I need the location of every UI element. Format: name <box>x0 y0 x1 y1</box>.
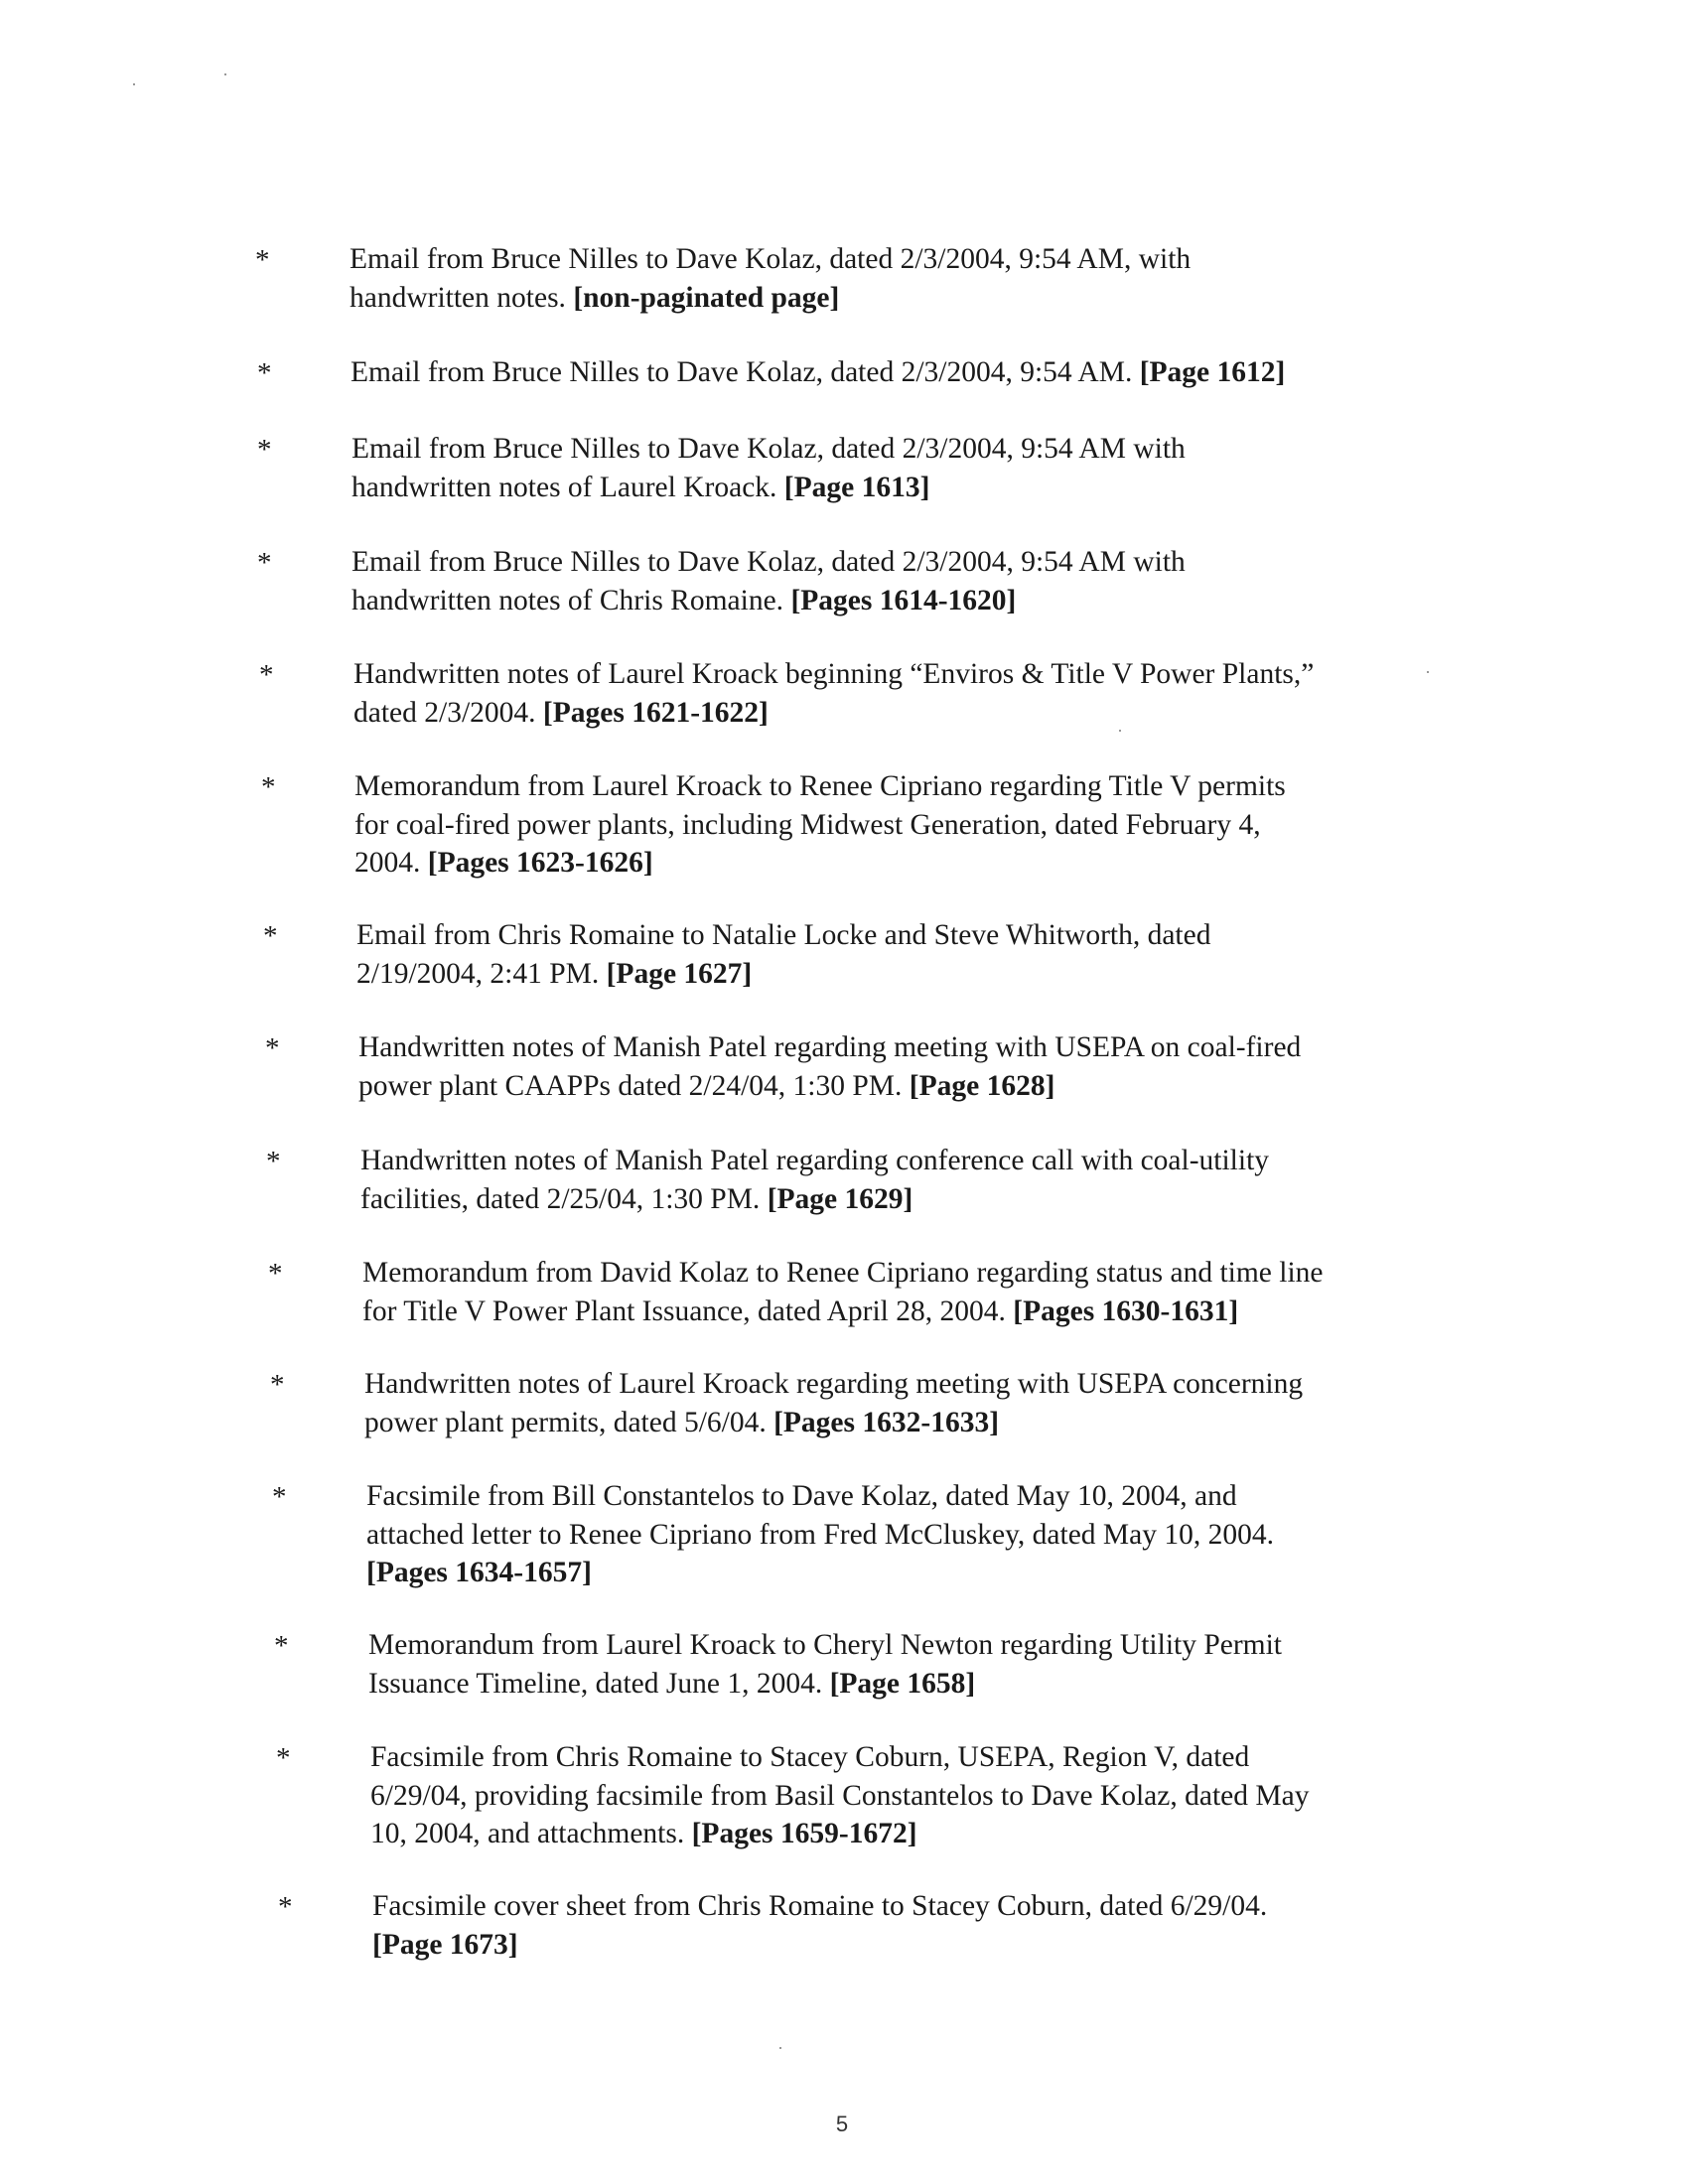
page-reference: [Page 1628] <box>909 1069 1055 1102</box>
entry-line-text: dated 2/3/2004. <box>353 696 543 729</box>
entry-line-text: handwritten notes of Laurel Kroack. <box>351 471 784 503</box>
bullet-asterisk: * <box>263 920 278 952</box>
entry-text <box>356 916 1210 993</box>
scan-speck <box>224 73 226 75</box>
entry-line <box>370 1815 1309 1853</box>
page-reference: [Pages 1623-1626] <box>427 847 653 879</box>
entry-line <box>354 844 1286 883</box>
entry-line-text: handwritten notes of Chris Romaine. <box>351 584 791 616</box>
entry-line: Memorandum from Laurel Kroack to Renee Cipriano regarding Title V permits <box>354 770 1286 802</box>
entry-text <box>358 1028 1301 1105</box>
bullet-asterisk: * <box>270 1369 285 1401</box>
scan-speck <box>779 2047 781 2049</box>
entry-text <box>353 655 1314 732</box>
entry-text <box>364 1365 1303 1441</box>
page-reference: [Pages 1630-1631] <box>1013 1295 1239 1327</box>
bullet-asterisk: * <box>266 1146 281 1177</box>
bullet-asterisk: * <box>265 1032 280 1064</box>
entry-line-text: for Title V Power Plant Issuance, dated April 28, 2004. <box>362 1295 1014 1327</box>
entry-line-text: handwritten notes. <box>350 281 574 314</box>
entry-line: Memorandum from Laurel Kroack to Cheryl Newton regarding Utility Permit <box>368 1629 1283 1661</box>
entry-line: Facsimile from Bill Constantelos to Dave Kolaz, dated May 10, 2004, and <box>366 1480 1237 1512</box>
page-reference: [Page 1612] <box>1139 356 1286 388</box>
entry-text <box>362 1254 1324 1330</box>
entry-line: Handwritten notes of Laurel Kroack beginning “Enviros & Title V Power Plants,” <box>353 658 1315 690</box>
page-reference: [Pages 1634-1657] <box>366 1557 592 1588</box>
entry-line <box>351 582 1186 620</box>
entry-line <box>362 1293 1324 1331</box>
entry-line <box>353 694 1314 733</box>
page-number: 5 <box>835 2112 849 2136</box>
entry-line: Handwritten notes of Laurel Kroack regarding meeting with USEPA concerning <box>364 1368 1304 1400</box>
page-reference: [Page 1627] <box>606 957 753 990</box>
entry-line-text: power plant permits, dated 5/6/04. <box>364 1406 774 1438</box>
entry-line: 6/29/04, providing facsimile from Basil Constantelos to Dave Kolaz, dated May <box>370 1779 1310 1812</box>
entry-line: Email from Bruce Nilles to Dave Kolaz, dated 2/3/2004, 9:54 AM with <box>351 546 1186 578</box>
bullet-asterisk: * <box>255 244 270 276</box>
bullet-asterisk: * <box>268 1258 283 1290</box>
entry-line <box>364 1404 1303 1442</box>
entry-text <box>366 1477 1274 1592</box>
page-reference: [Pages 1632-1633] <box>773 1406 1000 1438</box>
entry-line-text: 2004. <box>354 847 428 879</box>
bullet-asterisk: * <box>257 434 272 466</box>
page-reference: [Page 1629] <box>767 1182 913 1215</box>
entry-line-text: Issuance Timeline, dated June 1, 2004. <box>368 1667 830 1700</box>
entry-text <box>368 1626 1282 1703</box>
bullet-asterisk: * <box>259 659 274 691</box>
bullet-asterisk: * <box>257 357 272 389</box>
entry-line: Handwritten notes of Manish Patel regarding meeting with USEPA on coal-fired <box>358 1031 1302 1063</box>
scan-speck <box>133 83 135 85</box>
bullet-asterisk: * <box>261 771 276 803</box>
entry-line <box>372 1926 1267 1965</box>
page-reference: [Pages 1614-1620] <box>790 584 1017 616</box>
bullet-asterisk: * <box>278 1891 293 1923</box>
entry-line-text: Email from Bruce Nilles to Dave Kolaz, dated 2/3/2004, 9:54 AM. <box>351 356 1140 388</box>
entry-line-text: power plant CAAPPs dated 2/24/04, 1:30 PM. <box>358 1069 910 1102</box>
page-reference: [Page 1613] <box>783 471 930 503</box>
page-reference: [Page 1658] <box>829 1667 976 1700</box>
entry-text <box>350 240 1191 317</box>
entry-text <box>360 1142 1269 1218</box>
entry-line: attached letter to Renee Cipriano from Fred McCluskey, dated May 10, 2004. <box>366 1518 1274 1551</box>
entry-line: Email from Chris Romaine to Natalie Locke and Steve Whitworth, dated <box>356 919 1211 951</box>
entry-line <box>358 1067 1301 1106</box>
entry-text <box>351 353 1285 392</box>
entry-text <box>351 543 1186 619</box>
entry-line: Email from Bruce Nilles to Dave Kolaz, dated 2/3/2004, 9:54 AM, with <box>350 243 1192 275</box>
entry-text <box>372 1887 1267 1964</box>
entry-line: Facsimile from Chris Romaine to Stacey Coburn, USEPA, Region V, dated <box>370 1741 1250 1773</box>
page-reference: [Page 1673] <box>372 1928 518 1961</box>
entry-line: for coal-fired power plants, including Midwest Generation, dated February 4, <box>354 808 1261 841</box>
bullet-asterisk: * <box>276 1742 291 1774</box>
entry-line <box>351 353 1285 392</box>
entry-line-text: 10, 2004, and attachments. <box>370 1818 692 1849</box>
page-reference: [non-paginated page] <box>573 281 840 314</box>
entry-line <box>360 1180 1269 1219</box>
entry-line: Facsimile cover sheet from Chris Romaine to Stacey Coburn, dated 6/29/04. <box>372 1890 1268 1922</box>
entry-line: Handwritten notes of Manish Patel regarding conference call with coal-utility <box>360 1145 1270 1176</box>
entry-text <box>354 767 1286 883</box>
entry-line <box>368 1665 1282 1704</box>
entry-line <box>350 279 1191 318</box>
entry-line <box>356 955 1210 994</box>
bullet-asterisk: * <box>272 1481 287 1513</box>
scan-speck <box>1427 671 1429 673</box>
entry-line-text: 2/19/2004, 2:41 PM. <box>356 957 607 990</box>
entry-line <box>366 1554 1274 1592</box>
entry-line: Email from Bruce Nilles to Dave Kolaz, dated 2/3/2004, 9:54 AM with <box>351 433 1186 465</box>
page-reference: [Pages 1659-1672] <box>691 1818 917 1849</box>
entry-line: Memorandum from David Kolaz to Renee Cipriano regarding status and time line <box>362 1257 1324 1289</box>
entry-text <box>351 430 1186 506</box>
entry-text <box>370 1738 1309 1853</box>
bullet-asterisk: * <box>274 1630 289 1662</box>
bullet-asterisk: * <box>257 547 272 579</box>
entry-line-text: facilities, dated 2/25/04, 1:30 PM. <box>360 1182 768 1215</box>
entry-line <box>351 469 1186 507</box>
page-reference: [Pages 1621-1622] <box>542 696 769 729</box>
